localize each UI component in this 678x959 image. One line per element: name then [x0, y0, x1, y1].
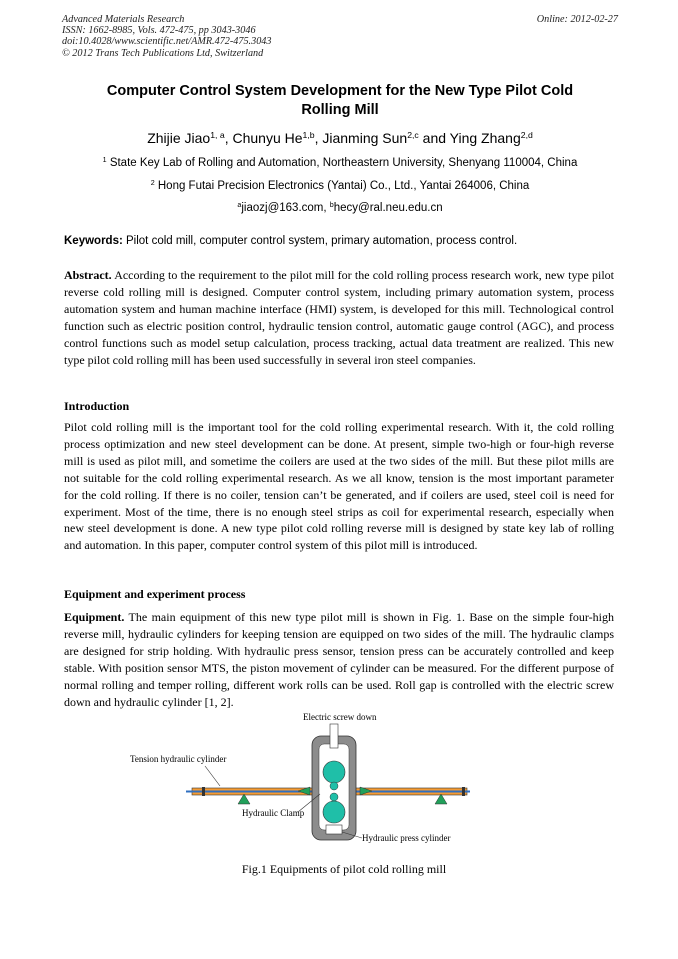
- lower-backup-roll: [323, 801, 345, 823]
- author-name: Jianming Sun: [322, 130, 408, 146]
- page-header: [62, 14, 618, 59]
- equipment-paragraph: [64, 609, 614, 710]
- author-sup: 2,c: [407, 130, 419, 141]
- online-date: Online: 2012-02-27: [536, 14, 618, 25]
- leader-tension: [205, 766, 220, 786]
- author-name: Ying Zhang: [449, 130, 521, 146]
- press-cylinder-icon: [326, 825, 342, 834]
- left-clamp-icon: [238, 794, 250, 804]
- issn-line: ISSN: 1662-8985, Vols. 472-475, pp 3043-3046: [62, 25, 256, 37]
- abstract-text: According to the requirement to the pilot mill for the cold rolling process research work, new type pilot reverse cold rolling mill is designed. Computer control system, including primary automation system, process automation system and human machine interface (HMI) system, is developed for this mill. Technological control function such as electric position control, hydraulic tension control, automatic gauge control (AGC), and process control functions such as model setup calculation, process tracking, actual data treatment are realized. This new type pilot cold rolling mill has been used successfully in several iron steel companies.: [64, 268, 614, 367]
- label-hydraulic-clamp: Hydraulic Clamp: [242, 808, 305, 818]
- equipment-label: Equipment.: [64, 610, 125, 624]
- introduction-heading: Introduction: [64, 399, 130, 413]
- paper-title: [70, 82, 610, 120]
- screw-down-icon: [330, 724, 338, 748]
- upper-backup-roll: [323, 761, 345, 783]
- email-line: $^a$jiaozj@163.com, $^b$hecy@ral.neu.edu.cn: [237, 201, 443, 214]
- keywords: [64, 235, 624, 247]
- label-press-cylinder: Hydraulic press cylinder: [362, 833, 451, 843]
- author-list: Zhijie Jiao$^{1, a}$, Chunyu He$^{1,b}$, Jianming Sun$^{2,c}$ and Ying Zhang$^{2,d}$: [147, 130, 533, 146]
- author-sup: 1,b: [302, 130, 315, 141]
- abstract-paragraph: [64, 267, 614, 368]
- equipment-heading: Equipment and experiment process: [64, 587, 246, 601]
- title-line-1: Computer Control System Development for the New Type Pilot Cold: [106, 83, 574, 99]
- lower-work-roll: [330, 793, 338, 801]
- abstract-label: Abstract.: [64, 268, 112, 282]
- figure-caption: Fig.1 Equipments of pilot cold rolling mill: [241, 862, 447, 876]
- right-clamp-icon: [435, 794, 447, 804]
- introduction-paragraph: Pilot cold rolling mill is the important tool for the cold rolling experimental research. With it, the cold rolling process optimization and new steel development can be done. At present, simple two-high or four-high reverse mill is used as pilot mill, and sometime the coilers are used at the two sides of the mill. But these pilot mills are not suitable for the cold rolling experimental research. As we all know, tension is the most important parameter for the cold rolling. If there is no coiler, tension can’t be generated, and if coilers are used, steel coil is need for experiment. Most of the time, there is no enough steel strips as coil for experimental research, especially when new steel development is done. A new type pilot cold rolling reverse mill is designed by state key lab of rolling and automation. In this paper, computer control system of this pilot mill is introduced.: [64, 420, 614, 553]
- copyright-line: © 2012 Trans Tech Publications Ltd, Switzerland: [62, 47, 264, 59]
- journal-name: Advanced Materials Research: [62, 14, 185, 25]
- upper-work-roll: [330, 782, 338, 790]
- cylinder-end: [202, 787, 205, 796]
- author-name: Chunyu He: [232, 130, 303, 146]
- affiliation-1: $^1$ State Key Lab of Rolling and Automation, Northeastern University, Shenyang 110004, China: [102, 156, 578, 169]
- affiliation-2: $^2$ Hong Futai Precision Electronics (Yantai) Co., Ltd., Yantai 264006, China: [150, 179, 530, 192]
- doi-line: doi:10.4028/www.scientific.net/AMR.472-475.3043: [62, 36, 272, 48]
- author-sup: 2,d: [520, 130, 533, 141]
- equipment-text: The main equipment of this new type pilot mill is shown in Fig. 1. Base on the simple four-high reverse mill, hydraulic cylinders for keeping tension are equipped on two sides of the mill. The hydraulic clamps are designed for strip holding. With hydraulic press sensor, tension press can be accurately controlled and keep stable. With position sensor MTS, the piston movement of cylinder can be measured. For the different purpose of normal rolling and temper rolling, different work rolls can be used. Roll gap is controlled with the electric screw down and hydraulic cylinder [1, 2].: [64, 610, 614, 709]
- title-line-2: Rolling Mill: [301, 102, 379, 118]
- keywords-label: Keywords:: [64, 235, 123, 247]
- author-name: Zhijie Jiao: [147, 130, 211, 146]
- keywords-text: Pilot cold mill, computer control system, primary automation, process control.: [126, 235, 518, 247]
- cylinder-end: [462, 787, 465, 796]
- label-electric-screw-down: Electric screw down: [303, 712, 377, 722]
- mill-figure: [120, 708, 520, 848]
- author-sup: 1, a: [210, 130, 225, 141]
- label-tension-cylinder: Tension hydraulic cylinder: [130, 754, 227, 764]
